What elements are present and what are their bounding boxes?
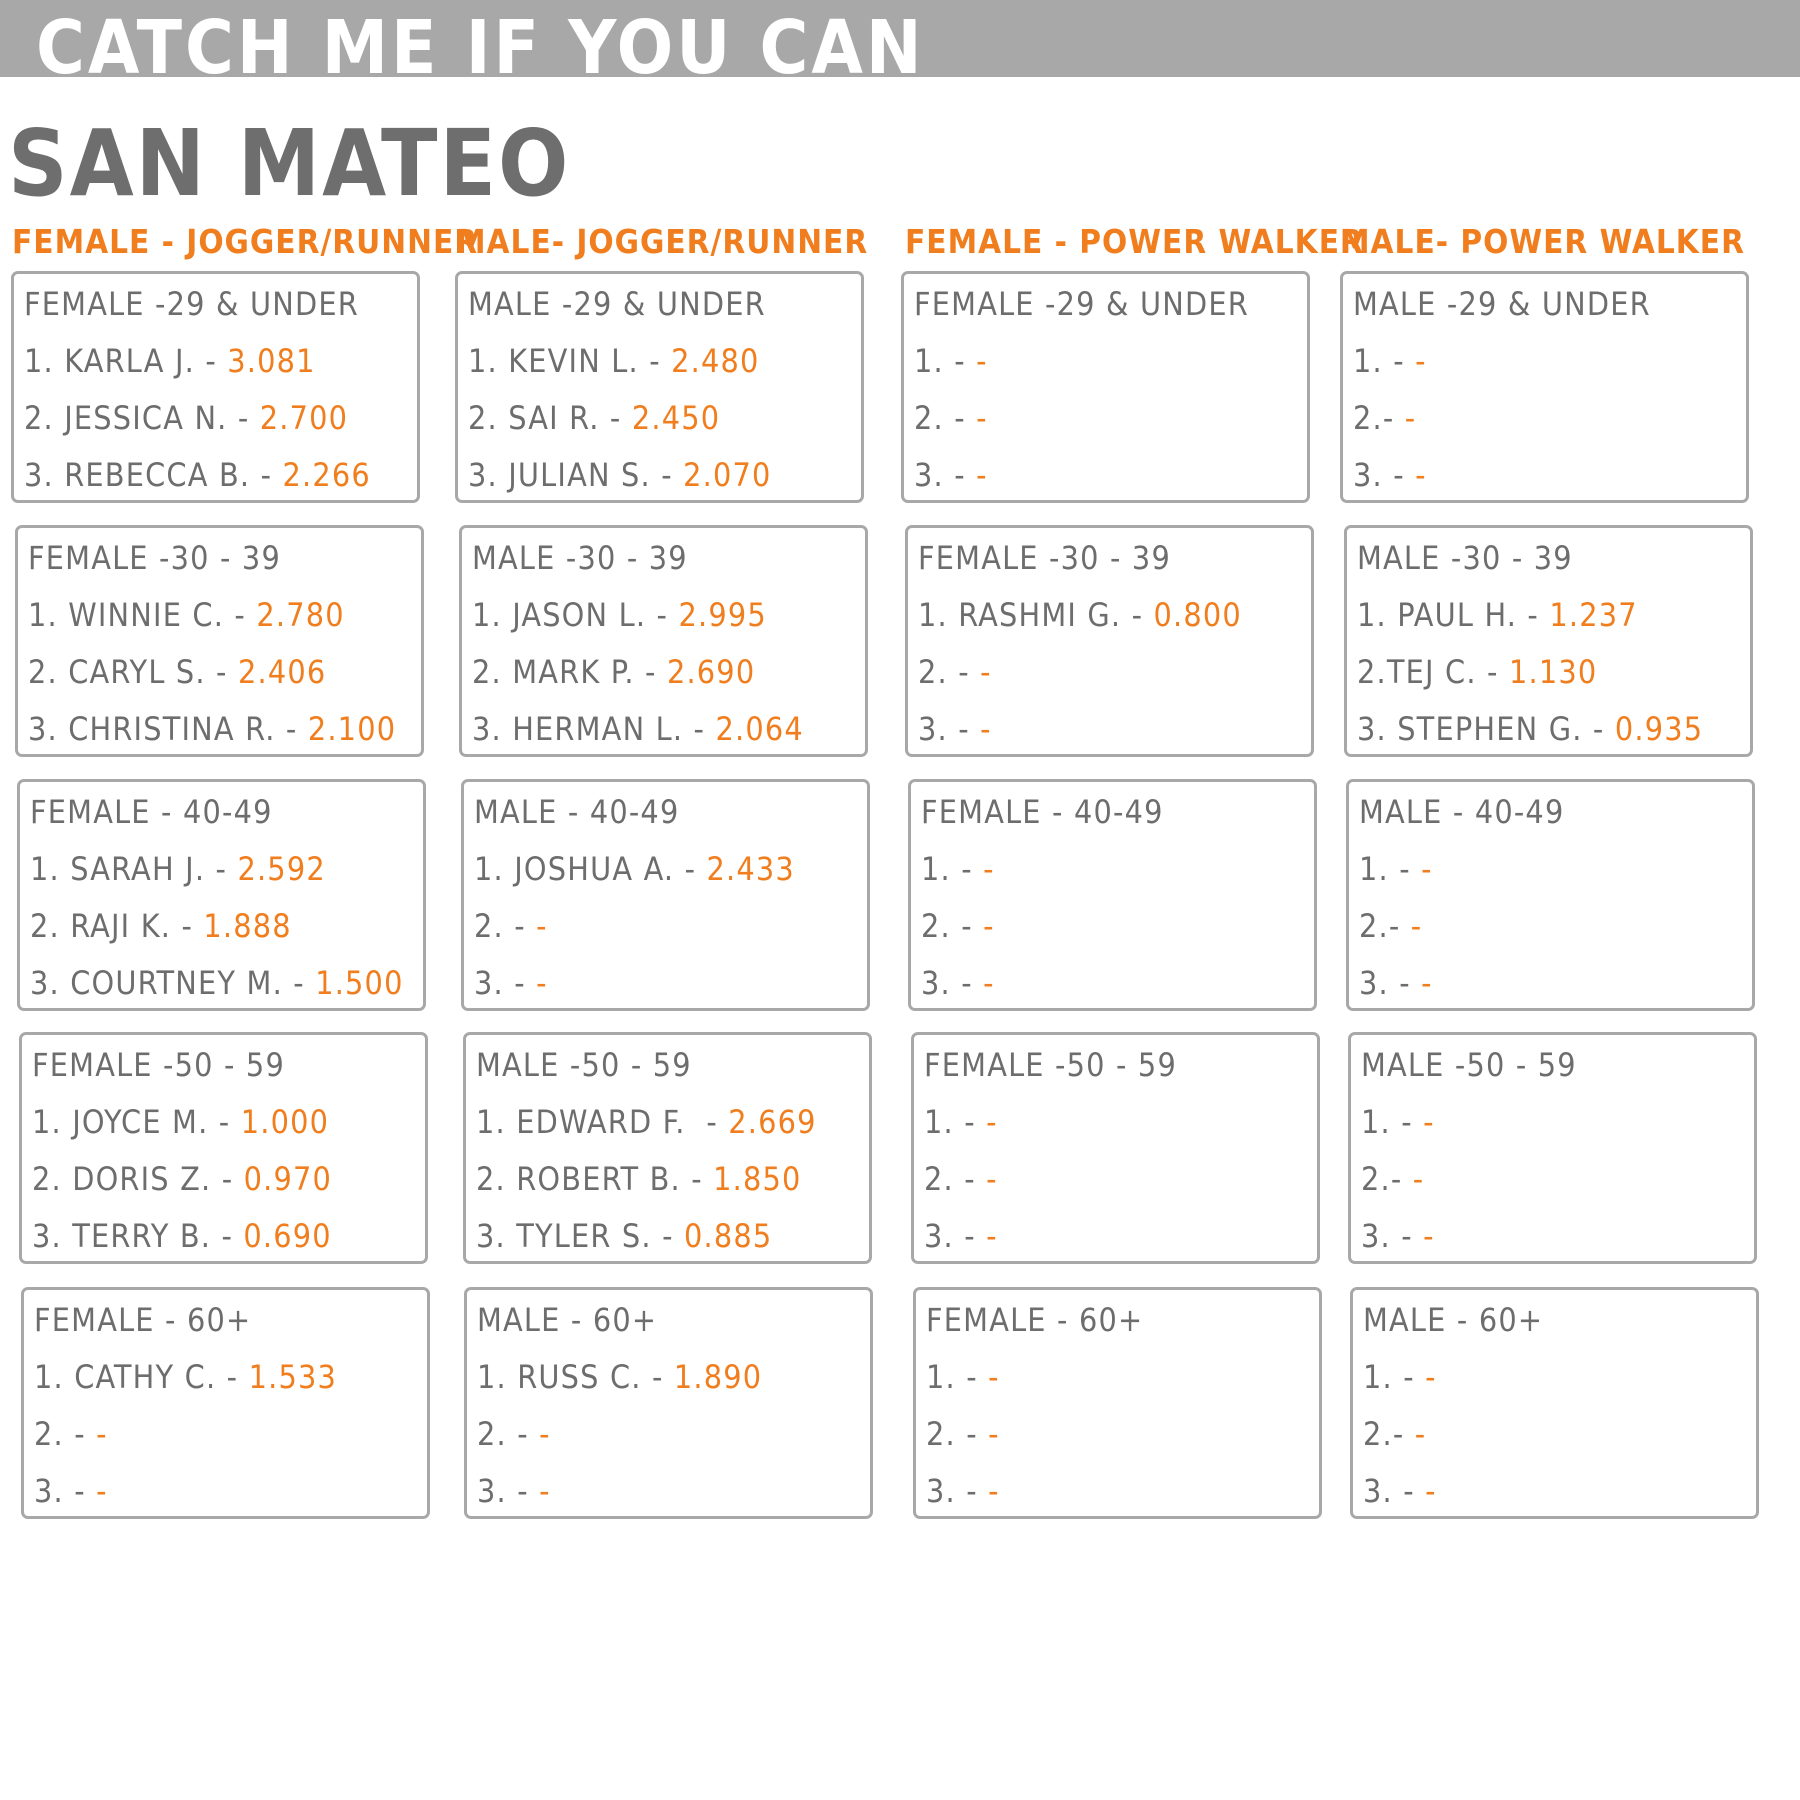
result-entry	[926, 1414, 1000, 1454]
age-group-title: MALE - 40-49	[1359, 793, 1565, 831]
age-group-box	[901, 271, 1310, 503]
entry-name: 1. -	[924, 1103, 987, 1141]
entry-score: -	[976, 399, 988, 437]
result-entry	[476, 1102, 817, 1142]
entry-score: 1.500	[315, 964, 404, 1002]
entry-name: 1. PAUL H. -	[1357, 596, 1550, 634]
entry-score: -	[1421, 850, 1433, 888]
entry-score: -	[983, 964, 995, 1002]
entry-score: -	[1412, 1160, 1425, 1198]
entry-name: 2. -	[474, 907, 537, 945]
age-group-box	[905, 525, 1314, 757]
event-title: CATCH ME IF YOU CAN	[36, 5, 925, 77]
result-entry	[30, 963, 404, 1003]
entry-name: 3. COURTNEY M. -	[30, 964, 316, 1002]
entry-name: 3. -	[1363, 1472, 1426, 1510]
result-entry	[1353, 341, 1427, 381]
entry-score: -	[1404, 399, 1417, 437]
entry-name: 2. SAI R. -	[468, 399, 632, 437]
entry-name: 1. WINNIE C. -	[28, 596, 257, 634]
age-group-title: FEMALE -30 - 39	[28, 539, 281, 577]
entry-name: 1. -	[921, 850, 984, 888]
entry-name: 2.-	[1359, 907, 1411, 945]
entry-score: -	[976, 456, 988, 494]
entry-score: -	[1425, 1358, 1437, 1396]
age-group-title: FEMALE - 40-49	[30, 793, 273, 831]
result-entry	[34, 1471, 108, 1511]
age-group-box	[1346, 779, 1755, 1011]
age-group-box	[455, 271, 864, 503]
entry-name: 1. RASHMI G. -	[918, 596, 1154, 634]
entry-name: 2. -	[477, 1415, 540, 1453]
entry-score: -	[983, 850, 995, 888]
entry-score: 1.890	[673, 1358, 763, 1396]
entry-name: 1. -	[914, 342, 977, 380]
result-entry	[477, 1471, 551, 1511]
entry-name: 1. -	[1363, 1358, 1426, 1396]
entry-name: 1. -	[1359, 850, 1422, 888]
result-entry	[926, 1471, 1000, 1511]
result-entry	[1361, 1216, 1435, 1256]
column-header: MALE- POWER WALKER	[1340, 222, 1745, 261]
result-entry	[918, 652, 992, 692]
age-group-box	[459, 525, 868, 757]
age-group-box	[463, 1032, 872, 1264]
age-group-box	[1344, 525, 1753, 757]
age-group-box	[1350, 1287, 1759, 1519]
age-group-title: MALE -29 & UNDER	[468, 285, 766, 323]
entry-name: 2. -	[914, 399, 977, 437]
result-entry	[474, 963, 548, 1003]
result-entry	[918, 595, 1242, 635]
entry-score: 2.700	[259, 399, 349, 437]
entry-score: -	[980, 653, 992, 691]
age-group-title: FEMALE - 40-49	[921, 793, 1164, 831]
result-entry	[924, 1159, 998, 1199]
entry-name: 2.-	[1363, 1415, 1415, 1453]
result-entry	[921, 906, 995, 946]
entry-name: 3. -	[1353, 456, 1416, 494]
column-header: FEMALE - POWER WALKER	[905, 222, 1364, 261]
age-group-title: MALE - 60+	[477, 1301, 658, 1339]
result-entry	[28, 652, 326, 692]
age-group-box	[461, 779, 870, 1011]
entry-name: 2. -	[926, 1415, 989, 1453]
entry-name: 1. KEVIN L. -	[468, 342, 672, 380]
entry-name: 3. -	[1359, 964, 1422, 1002]
result-entry	[1353, 455, 1427, 495]
entry-name: 3. -	[921, 964, 984, 1002]
entry-score: 2.995	[678, 596, 767, 634]
result-entry	[474, 849, 795, 889]
age-group-title: MALE -30 - 39	[472, 539, 688, 577]
entry-name: 3. -	[477, 1472, 540, 1510]
entry-name: 3. STEPHEN G. -	[1357, 710, 1615, 748]
entry-name: 2. -	[924, 1160, 987, 1198]
result-entry	[34, 1357, 337, 1397]
entry-name: 2. CARYL S. -	[28, 653, 238, 691]
entry-score: -	[1423, 1217, 1435, 1255]
entry-name: 3. -	[926, 1472, 989, 1510]
entry-score: -	[96, 1415, 108, 1453]
result-entry	[476, 1159, 802, 1199]
result-entry	[921, 963, 995, 1003]
entry-name: 3. TYLER S. -	[476, 1217, 685, 1255]
entry-score: -	[980, 710, 992, 748]
age-group-title: FEMALE -50 - 59	[924, 1046, 1177, 1084]
entry-score: -	[988, 1415, 1000, 1453]
result-entry	[1361, 1159, 1424, 1199]
entry-score: 2.100	[307, 710, 397, 748]
age-group-box	[1348, 1032, 1757, 1264]
age-group-box	[908, 779, 1317, 1011]
entry-name: 1. KARLA J. -	[24, 342, 228, 380]
entry-name: 2. DORIS Z. -	[32, 1160, 244, 1198]
age-group-title: FEMALE -50 - 59	[32, 1046, 285, 1084]
entry-score: 2.433	[706, 850, 795, 888]
entry-score: -	[986, 1217, 998, 1255]
entry-name: 3. -	[918, 710, 981, 748]
age-group-title: MALE -50 - 59	[476, 1046, 692, 1084]
entry-score: -	[976, 342, 988, 380]
result-entry	[1357, 652, 1597, 692]
entry-score: -	[96, 1472, 108, 1510]
entry-score: 2.450	[631, 399, 721, 437]
result-entry	[28, 595, 345, 635]
result-entry	[32, 1102, 329, 1142]
result-entry	[1359, 906, 1422, 946]
entry-name: 2. JESSICA N. -	[24, 399, 260, 437]
column-header: FEMALE - JOGGER/RUNNER	[12, 222, 479, 261]
result-entry	[477, 1357, 762, 1397]
age-group-box	[21, 1287, 430, 1519]
age-group-title: MALE -30 - 39	[1357, 539, 1573, 577]
entry-name: 2. MARK P. -	[472, 653, 667, 691]
entry-name: 3. CHRISTINA R. -	[28, 710, 308, 748]
result-entry	[468, 455, 772, 495]
entry-name: 1. CATHY C. -	[34, 1358, 249, 1396]
entry-name: 3. -	[1361, 1217, 1424, 1255]
entry-score: 2.780	[256, 596, 345, 634]
result-entry	[1363, 1414, 1426, 1454]
result-entry	[34, 1414, 108, 1454]
result-entry	[1359, 963, 1433, 1003]
result-entry	[1361, 1102, 1435, 1142]
result-entry	[24, 398, 348, 438]
entry-score: 0.690	[243, 1217, 332, 1255]
entry-score: -	[1415, 342, 1427, 380]
entry-score: 2.669	[728, 1103, 817, 1141]
entry-name: 1. -	[1361, 1103, 1424, 1141]
entry-name: 3. TERRY B. -	[32, 1217, 244, 1255]
entry-name: 2.TEJ C. -	[1357, 653, 1509, 691]
entry-name: 2. -	[921, 907, 984, 945]
age-group-title: FEMALE -29 & UNDER	[24, 285, 359, 323]
entry-name: 2. ROBERT B. -	[476, 1160, 714, 1198]
entry-score: -	[1425, 1472, 1437, 1510]
entry-name: 2.-	[1361, 1160, 1413, 1198]
entry-score: -	[988, 1472, 1000, 1510]
entry-score: 1.237	[1549, 596, 1638, 634]
entry-score: 3.081	[227, 342, 316, 380]
result-entry	[924, 1216, 998, 1256]
result-entry	[1363, 1471, 1437, 1511]
entry-score: -	[983, 907, 995, 945]
entry-name: 1. -	[926, 1358, 989, 1396]
result-entry	[1357, 595, 1638, 635]
age-group-box	[464, 1287, 873, 1519]
entry-score: 2.406	[238, 653, 327, 691]
age-group-title: MALE -29 & UNDER	[1353, 285, 1651, 323]
entry-score: -	[986, 1103, 998, 1141]
entry-name: 1. RUSS C. -	[477, 1358, 674, 1396]
entry-name: 1. -	[1353, 342, 1416, 380]
result-entry	[1357, 709, 1703, 749]
result-entry	[32, 1216, 332, 1256]
location-title: SAN MATEO	[8, 110, 571, 217]
result-entry	[28, 709, 396, 749]
result-entry	[914, 398, 988, 438]
entry-score: 2.064	[715, 710, 804, 748]
result-entry	[472, 652, 755, 692]
result-entry	[926, 1357, 1000, 1397]
entry-score: 1.000	[240, 1103, 330, 1141]
entry-score: -	[1415, 456, 1427, 494]
entry-name: 2. -	[918, 653, 981, 691]
entry-score: -	[536, 964, 548, 1002]
entry-score: 0.970	[243, 1160, 333, 1198]
entry-score: 1.130	[1508, 653, 1598, 691]
column-header: MALE- JOGGER/RUNNER	[456, 222, 869, 261]
age-group-box	[911, 1032, 1320, 1264]
entry-name: 1. JOYCE M. -	[32, 1103, 241, 1141]
entry-name: 1. JOSHUA A. -	[474, 850, 707, 888]
result-entry	[468, 398, 720, 438]
entry-score: 2.070	[683, 456, 772, 494]
age-group-title: MALE - 60+	[1363, 1301, 1544, 1339]
entry-score: -	[986, 1160, 998, 1198]
age-group-title: MALE - 40-49	[474, 793, 680, 831]
age-group-title: FEMALE - 60+	[34, 1301, 252, 1339]
entry-name: 3. REBECCA B. -	[24, 456, 283, 494]
entry-score: 2.592	[237, 850, 326, 888]
entry-name: 3. -	[924, 1217, 987, 1255]
result-entry	[30, 906, 292, 946]
result-entry	[476, 1216, 772, 1256]
entry-name: 3. HERMAN L. -	[472, 710, 716, 748]
entry-name: 1. SARAH J. -	[30, 850, 238, 888]
entry-score: -	[539, 1415, 551, 1453]
entry-score: 2.266	[282, 456, 371, 494]
entry-name: 3. JULIAN S. -	[468, 456, 684, 494]
result-entry	[1363, 1357, 1437, 1397]
entry-score: -	[1423, 1103, 1435, 1141]
entry-score: 1.850	[713, 1160, 802, 1198]
result-entry	[468, 341, 760, 381]
result-entry	[24, 341, 316, 381]
age-group-title: FEMALE -30 - 39	[918, 539, 1171, 577]
entry-score: -	[539, 1472, 551, 1510]
entry-score: -	[1410, 907, 1423, 945]
entry-name: 3. -	[474, 964, 537, 1002]
entry-name: 2. -	[34, 1415, 97, 1453]
event-banner	[0, 0, 1800, 77]
entry-name: 3. -	[914, 456, 977, 494]
result-entry	[32, 1159, 332, 1199]
result-entry	[474, 906, 548, 946]
result-entry	[1359, 849, 1433, 889]
result-entry	[918, 709, 992, 749]
entry-score: -	[988, 1358, 1000, 1396]
age-group-title: FEMALE - 60+	[926, 1301, 1144, 1339]
entry-name: 1. JASON L. -	[472, 596, 679, 634]
entry-name: 1. EDWARD F. -	[476, 1103, 729, 1141]
result-entry	[914, 341, 988, 381]
entry-score: 0.800	[1153, 596, 1242, 634]
result-entry	[472, 595, 767, 635]
entry-score: 2.690	[666, 653, 756, 691]
entry-score: -	[1421, 964, 1433, 1002]
age-group-title: MALE -50 - 59	[1361, 1046, 1577, 1084]
entry-score: -	[1414, 1415, 1427, 1453]
result-entry	[30, 849, 326, 889]
entry-name: 2. RAJI K. -	[30, 907, 204, 945]
result-entry	[921, 849, 995, 889]
age-group-box	[19, 1032, 428, 1264]
entry-score: 1.888	[203, 907, 292, 945]
result-entry	[472, 709, 804, 749]
entry-score: 0.935	[1614, 710, 1704, 748]
result-entry	[477, 1414, 551, 1454]
result-entry	[24, 455, 371, 495]
age-group-box	[913, 1287, 1322, 1519]
entry-score: 0.885	[684, 1217, 773, 1255]
entry-score: 1.533	[248, 1358, 337, 1396]
age-group-box	[15, 525, 424, 757]
age-group-box	[1340, 271, 1749, 503]
entry-score: -	[536, 907, 548, 945]
age-group-box	[11, 271, 420, 503]
result-entry	[1353, 398, 1416, 438]
result-entry	[914, 455, 988, 495]
entry-name: 2.-	[1353, 399, 1405, 437]
age-group-title: FEMALE -29 & UNDER	[914, 285, 1249, 323]
entry-name: 3. -	[34, 1472, 97, 1510]
entry-score: 2.480	[671, 342, 760, 380]
age-group-box	[17, 779, 426, 1011]
result-entry	[924, 1102, 998, 1142]
